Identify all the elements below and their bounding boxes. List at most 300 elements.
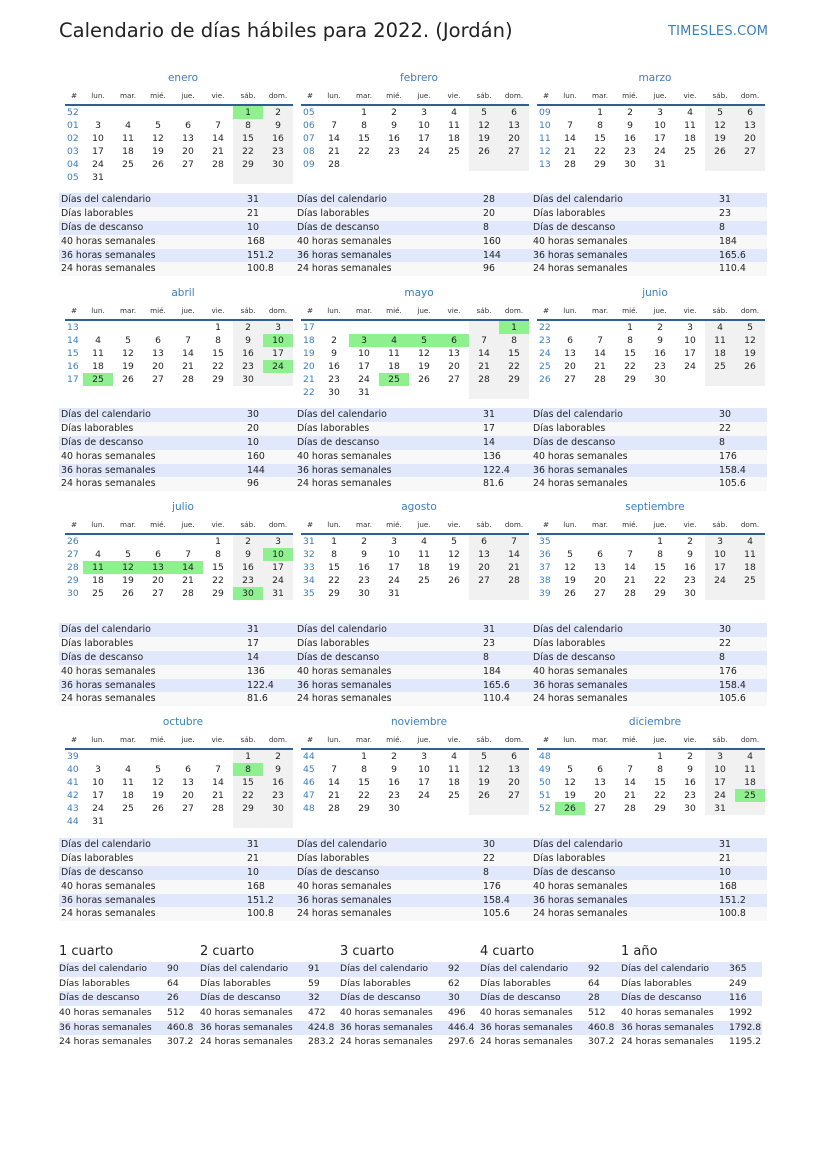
day-cell: 12 [418, 348, 430, 359]
day-cell: 18 [735, 776, 765, 789]
stat-value: 168 [247, 880, 265, 892]
month-stats [295, 408, 531, 491]
stat-value: 184 [719, 235, 737, 247]
day-cell: 7 [185, 549, 191, 560]
week-number: 26 [539, 374, 551, 385]
day-cell: 16 [684, 777, 696, 788]
day-cell: 16 [263, 776, 293, 789]
day-cell: 20 [564, 361, 576, 372]
stats-row [295, 422, 531, 436]
day-cell [349, 158, 379, 171]
stat-value: 365 [729, 963, 747, 974]
stat-value: 122.4 [247, 679, 274, 691]
day-cell: 24 [705, 574, 735, 587]
stat-value: 116 [729, 992, 747, 1004]
week-number: 34 [303, 575, 315, 586]
day-cell: 5 [155, 764, 161, 775]
day-cell: 8 [657, 549, 663, 560]
day-cell: 22 [358, 146, 370, 157]
day-cell: 20 [448, 361, 460, 372]
stats-row [59, 408, 295, 422]
stat-label: Días de descanso [61, 651, 144, 663]
week-number: 32 [303, 549, 315, 560]
stat-label: 24 horas semanales [621, 1036, 714, 1048]
week-number: 19 [303, 348, 315, 359]
month-grid [537, 733, 761, 815]
week-number: 09 [539, 107, 551, 118]
day-header: jue. [645, 733, 675, 750]
day-cell [555, 535, 585, 548]
stats-row [59, 962, 200, 977]
month-grid [65, 518, 289, 600]
day-cell: 31 [705, 802, 735, 815]
stat-label: Días del calendario [533, 624, 623, 635]
stat-value: 31 [247, 194, 259, 205]
holiday-cell: 5 [409, 334, 439, 347]
stat-label: 24 horas semanales [297, 908, 392, 920]
week-number: 10 [539, 120, 551, 131]
stats-row [59, 1035, 200, 1050]
day-cell: 8 [657, 764, 663, 775]
day-cell: 20 [594, 790, 606, 801]
week-number: 33 [303, 562, 315, 573]
stats-row [340, 991, 481, 1006]
stat-value: 26 [167, 992, 179, 1004]
day-cell: 28 [328, 803, 340, 814]
day-header: vie. [203, 89, 233, 106]
stats-row [59, 665, 295, 679]
day-cell: 30 [328, 387, 340, 398]
month-name: agosto [401, 501, 437, 513]
month-grid [537, 304, 761, 386]
day-cell: 13 [594, 777, 606, 788]
day-cell: 29 [654, 803, 666, 814]
week-number: 48 [303, 803, 315, 814]
stat-value: 472 [308, 1007, 326, 1019]
stats-row [59, 651, 295, 665]
month-name: marzo [638, 72, 672, 84]
day-cell [349, 321, 379, 334]
day-cell: 20 [152, 361, 164, 372]
stats-row [531, 907, 767, 921]
day-cell: 8 [361, 764, 367, 775]
stat-value: 307.2 [588, 1036, 615, 1048]
day-cell: 24 [92, 159, 104, 170]
stats-row [295, 894, 531, 908]
month-stats [531, 408, 767, 491]
stat-value: 30 [247, 409, 259, 420]
stats-row [59, 1006, 200, 1021]
day-header: lun. [319, 518, 349, 535]
week-number: 25 [539, 361, 551, 372]
day-cell: 1 [657, 751, 663, 762]
week-number: 52 [67, 107, 79, 118]
stat-value: 23 [483, 637, 495, 649]
month-noviembre [301, 716, 525, 815]
stat-label: Días de descanso [297, 436, 380, 448]
day-cell [409, 158, 439, 171]
day-header: lun. [83, 518, 113, 535]
day-cell: 24 [263, 574, 293, 587]
day-cell [499, 158, 529, 171]
day-header: jue. [173, 733, 203, 750]
stat-value: 81.6 [483, 478, 504, 490]
stat-label: 24 horas semanales [340, 1036, 433, 1048]
day-cell: 16 [684, 562, 696, 573]
week-number: 41 [67, 777, 79, 788]
stat-label: Días del calendario [61, 624, 151, 635]
day-cell: 28 [469, 373, 499, 386]
day-cell: 16 [654, 348, 666, 359]
stat-label: Días de descanso [533, 651, 616, 663]
day-cell [555, 750, 585, 763]
day-cell: 7 [597, 335, 603, 346]
day-cell: 26 [152, 159, 164, 170]
stat-value: 20 [247, 422, 259, 434]
stats-row [59, 866, 295, 880]
day-cell: 21 [624, 790, 636, 801]
month-name: abril [171, 287, 195, 299]
day-cell: 17 [705, 776, 735, 789]
day-cell [263, 815, 293, 828]
day-cell [173, 815, 203, 828]
stat-label: Días del calendario [533, 409, 623, 420]
stat-value: 17 [483, 422, 495, 434]
month-enero [65, 72, 289, 184]
day-header: lun. [83, 733, 113, 750]
month-stats [59, 838, 295, 921]
stats-row [59, 422, 295, 436]
stat-label: 40 horas semanales [533, 235, 628, 247]
day-cell: 2 [687, 751, 693, 762]
day-header: vie. [439, 89, 469, 106]
day-cell: 24 [684, 361, 696, 372]
day-cell: 2 [263, 750, 293, 763]
holiday-cell: 26 [555, 802, 585, 815]
stat-value: 64 [167, 977, 179, 989]
day-cell: 19 [735, 347, 765, 360]
stat-label: Días laborables [297, 637, 370, 649]
stat-label: 36 horas semanales [297, 249, 392, 261]
day-header: mié. [143, 304, 173, 321]
day-header: mar. [585, 518, 615, 535]
stats-row [200, 991, 341, 1006]
day-cell: 8 [215, 549, 221, 560]
day-cell: 14 [182, 348, 194, 359]
day-cell: 30 [263, 158, 293, 171]
day-cell: 26 [448, 575, 460, 586]
day-cell: 22 [328, 575, 340, 586]
day-header: jue. [173, 304, 203, 321]
page-title: Calendario de días hábiles para 2022. (Jordán) [59, 19, 513, 42]
stats-row [295, 207, 531, 221]
site-link[interactable]: TIMESLES.COM [668, 24, 769, 39]
day-cell [113, 171, 143, 184]
day-header: sáb. [469, 518, 499, 535]
holiday-cell: 25 [735, 789, 765, 802]
day-cell [233, 171, 263, 184]
day-cell: 3 [705, 750, 735, 763]
day-cell: 14 [499, 548, 529, 561]
day-cell: 14 [624, 777, 636, 788]
stat-label: Días del calendario [297, 194, 387, 205]
stat-label: 40 horas semanales [340, 1007, 433, 1019]
day-cell: 10 [654, 120, 666, 131]
holiday-cell: 1 [233, 106, 263, 119]
day-cell [439, 587, 469, 600]
week-number: 46 [303, 777, 315, 788]
stat-value: 249 [729, 977, 747, 989]
day-cell: 7 [185, 335, 191, 346]
stats-row [59, 477, 295, 491]
week-number: 27 [67, 549, 79, 560]
week-number: 35 [539, 536, 551, 547]
stat-value: 59 [308, 977, 320, 989]
day-cell: 25 [735, 574, 765, 587]
stat-value: 31 [247, 839, 259, 850]
day-cell: 18 [418, 562, 430, 573]
day-cell: 8 [627, 335, 633, 346]
stats-row [59, 907, 295, 921]
stats-row [531, 235, 767, 249]
stat-label: 40 horas semanales [533, 450, 628, 462]
day-cell: 17 [263, 347, 293, 360]
day-cell: 19 [152, 790, 164, 801]
day-header: mar. [585, 733, 615, 750]
day-header: dom. [499, 304, 529, 321]
day-header: dom. [499, 89, 529, 106]
stat-label: 36 horas semanales [61, 679, 156, 691]
day-cell [173, 321, 203, 334]
day-cell: 8 [499, 334, 529, 347]
day-header: dom. [263, 304, 293, 321]
day-cell [143, 815, 173, 828]
day-cell: 30 [233, 373, 263, 386]
day-cell: 24 [358, 374, 370, 385]
stat-value: 8 [719, 436, 725, 448]
month-name: noviembre [390, 716, 448, 728]
stat-label: 36 horas semanales [480, 1021, 573, 1033]
day-cell: 18 [448, 133, 460, 144]
week-number: 47 [303, 790, 315, 801]
day-cell: 26 [122, 588, 134, 599]
day-cell: 6 [185, 764, 191, 775]
day-cell: 2 [391, 107, 397, 118]
day-cell: 23 [388, 790, 400, 801]
day-cell [203, 171, 233, 184]
day-cell: 4 [451, 751, 457, 762]
quarter-stats [621, 962, 762, 1050]
day-header: jue. [409, 518, 439, 535]
day-cell: 22 [358, 790, 370, 801]
day-cell: 11 [122, 777, 134, 788]
day-cell: 30 [624, 159, 636, 170]
day-cell: 4 [421, 536, 427, 547]
day-cell: 10 [684, 335, 696, 346]
day-cell: 4 [125, 764, 131, 775]
stat-label: 24 horas semanales [533, 908, 628, 920]
day-cell: 24 [705, 789, 735, 802]
day-cell [585, 535, 615, 548]
stat-value: 176 [719, 665, 737, 677]
week-number: 24 [539, 348, 551, 359]
day-cell: 12 [564, 777, 576, 788]
day-cell: 18 [684, 133, 696, 144]
month-marzo [537, 72, 761, 171]
day-cell: 3 [95, 120, 101, 131]
day-cell [113, 815, 143, 828]
day-cell: 15 [233, 132, 263, 145]
stat-label: Días de descanso [59, 992, 140, 1004]
day-cell: 4 [735, 750, 765, 763]
month-agosto [301, 501, 525, 600]
day-cell: 19 [469, 132, 499, 145]
holiday-cell: 4 [379, 334, 409, 347]
day-cell: 31 [358, 387, 370, 398]
stats-row [59, 692, 295, 706]
stat-label: Días del calendario [59, 963, 148, 974]
day-cell [735, 587, 765, 600]
stat-label: Días de descanso [200, 992, 281, 1004]
day-cell: 11 [684, 120, 696, 131]
day-cell: 29 [233, 802, 263, 815]
day-cell [469, 802, 499, 815]
day-cell: 28 [182, 374, 194, 385]
stats-row [59, 249, 295, 263]
stat-label: 24 horas semanales [200, 1036, 293, 1048]
day-cell: 26 [469, 145, 499, 158]
day-cell: 31 [92, 172, 104, 183]
month-junio [537, 287, 761, 386]
day-header: lun. [555, 733, 585, 750]
day-cell: 7 [215, 120, 221, 131]
day-header: sáb. [705, 518, 735, 535]
day-cell [499, 802, 529, 815]
stat-value: 144 [483, 249, 501, 261]
stat-value: 96 [483, 263, 495, 275]
day-cell: 27 [469, 574, 499, 587]
day-cell: 24 [92, 803, 104, 814]
day-cell: 12 [152, 777, 164, 788]
day-cell: 19 [122, 361, 134, 372]
day-header: lun. [319, 89, 349, 106]
month-stats [531, 838, 767, 921]
day-header: dom. [263, 733, 293, 750]
stat-label: Días laborables [480, 977, 551, 989]
day-cell: 15 [212, 348, 224, 359]
day-header: mar. [113, 518, 143, 535]
day-cell: 18 [388, 361, 400, 372]
stat-label: 36 horas semanales [533, 464, 628, 476]
day-cell: 22 [654, 790, 666, 801]
day-cell [263, 171, 293, 184]
holiday-cell: 1 [499, 321, 529, 334]
week-number: 38 [539, 575, 551, 586]
stat-value: 297.6 [448, 1036, 475, 1048]
stat-label: Días del calendario [480, 963, 569, 974]
stat-value: 62 [448, 977, 460, 989]
stat-label: 24 horas semanales [61, 478, 156, 490]
day-cell: 10 [92, 133, 104, 144]
day-cell: 10 [388, 549, 400, 560]
week-number: 39 [67, 751, 79, 762]
day-header: dom. [735, 89, 765, 106]
day-cell: 11 [448, 764, 460, 775]
day-cell: 3 [391, 536, 397, 547]
day-cell: 9 [391, 764, 397, 775]
day-cell: 29 [233, 158, 263, 171]
stats-row [295, 262, 531, 276]
day-cell: 27 [182, 803, 194, 814]
day-cell: 25 [705, 360, 735, 373]
stat-label: Días del calendario [297, 624, 387, 635]
day-cell: 14 [212, 133, 224, 144]
day-cell: 31 [388, 588, 400, 599]
day-cell: 10 [92, 777, 104, 788]
day-cell: 1 [597, 107, 603, 118]
stats-row [531, 477, 767, 491]
day-cell: 2 [627, 107, 633, 118]
day-header: mié. [379, 733, 409, 750]
stat-value: 105.6 [483, 908, 510, 920]
stat-value: 168 [719, 880, 737, 892]
day-cell [143, 321, 173, 334]
day-cell: 3 [705, 535, 735, 548]
stat-value: 90 [167, 963, 179, 974]
week-number: 20 [303, 361, 315, 372]
stat-label: 40 horas semanales [61, 450, 156, 462]
stats-row [295, 866, 531, 880]
day-cell [113, 106, 143, 119]
stats-row [531, 221, 767, 235]
day-cell: 9 [233, 548, 263, 561]
day-header: lun. [83, 304, 113, 321]
day-cell: 2 [687, 536, 693, 547]
day-cell: 23 [684, 790, 696, 801]
day-cell: 30 [684, 588, 696, 599]
day-header: vie. [675, 518, 705, 535]
day-cell: 29 [654, 588, 666, 599]
day-cell: 29 [212, 374, 224, 385]
stats-row [59, 894, 295, 908]
day-cell: 14 [564, 133, 576, 144]
day-cell: 18 [92, 575, 104, 586]
day-cell: 19 [448, 562, 460, 573]
stat-label: Días laborables [340, 977, 411, 989]
stat-label: Días laborables [533, 207, 606, 219]
day-header: mar. [349, 304, 379, 321]
stat-label: 36 horas semanales [297, 679, 392, 691]
day-cell: 27 [594, 588, 606, 599]
day-cell [439, 386, 469, 399]
stat-value: 165.6 [483, 679, 510, 691]
stats-row [480, 962, 621, 977]
quarter-title: 2 cuarto [200, 944, 255, 959]
stat-value: 17 [247, 637, 259, 649]
month-name: octubre [162, 716, 204, 728]
stats-row [200, 1021, 341, 1036]
stat-label: Días laborables [297, 852, 370, 864]
stat-value: 92 [588, 963, 600, 974]
day-cell [173, 171, 203, 184]
stats-row [531, 665, 767, 679]
day-cell [233, 815, 263, 828]
day-cell: 15 [594, 133, 606, 144]
day-cell: 11 [448, 120, 460, 131]
day-header: lun. [319, 733, 349, 750]
day-cell: 18 [122, 146, 134, 157]
day-header: dom. [735, 733, 765, 750]
